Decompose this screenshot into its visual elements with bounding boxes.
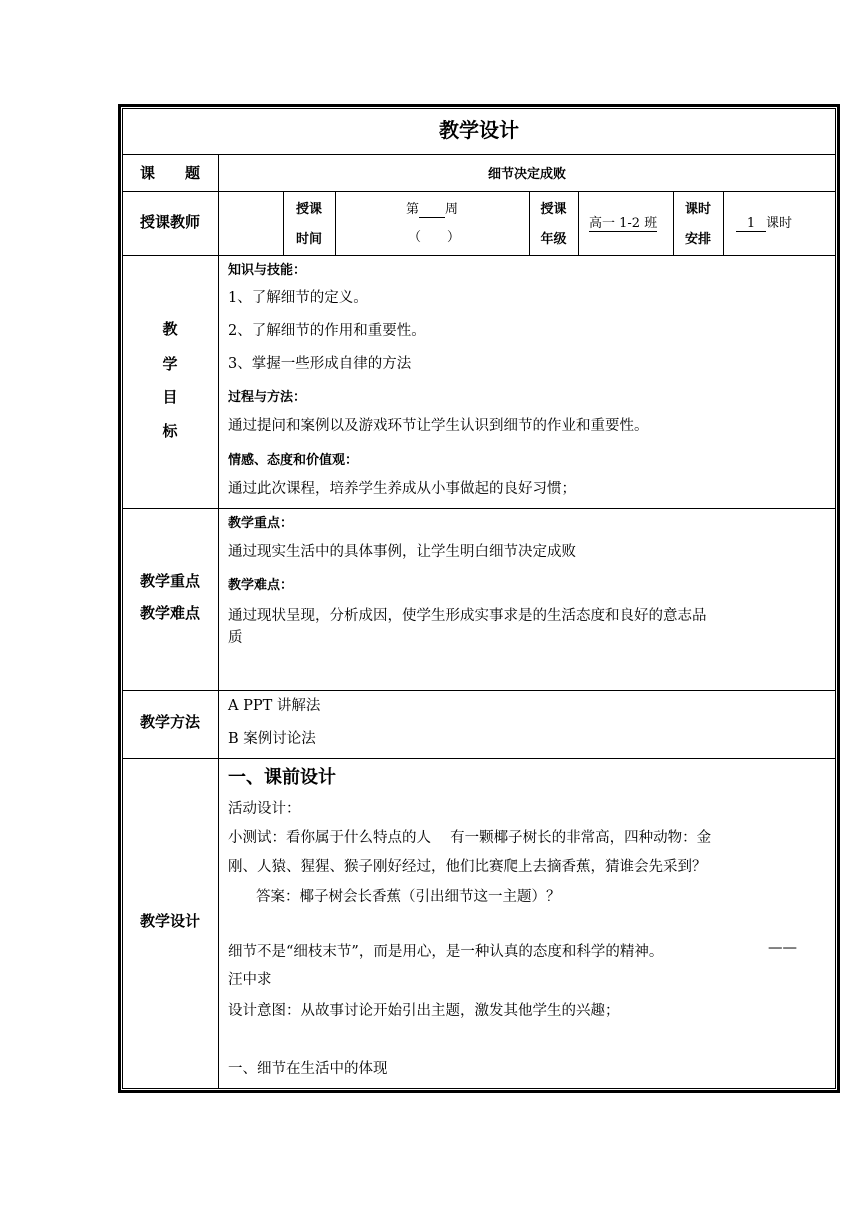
week-field — [406, 198, 458, 218]
topic-label: 课 题 — [139, 164, 200, 182]
objectives-label-char: 目 — [162, 388, 178, 406]
process-text: 通过提问和案例以及游戏环节让学生认识到细节的作业和重要性。 — [228, 418, 649, 434]
grade-value: 高一 1-2 班 — [589, 212, 657, 232]
activity-label: 活动设计： — [228, 801, 301, 817]
row-divider — [122, 255, 836, 256]
process-heading: 过程与方法： — [228, 390, 307, 405]
key-heading: 教学重点： — [228, 516, 294, 531]
row-divider — [122, 154, 836, 155]
schedule-label-line2: 安排 — [684, 232, 711, 247]
grade-label-line2: 年级 — [540, 232, 567, 247]
week-blank — [419, 202, 445, 218]
column-divider — [218, 154, 219, 1089]
difficult-text-line1: 通过现状呈现，分析成因，使学生形成实事求是的生活态度和良好的意志品 — [228, 608, 707, 624]
difficult-text-line2: 质 — [228, 630, 243, 646]
answer-line: 答案：椰子树会长香蕉（引出细节这一主题）？ — [256, 889, 561, 905]
objectives-label-char: 标 — [162, 422, 178, 440]
key-points-label: 教学重点 — [139, 572, 200, 590]
difficult-points-label: 教学难点 — [139, 604, 200, 622]
week-paren: （ ） — [408, 230, 461, 245]
methods-label: 教学方法 — [139, 713, 200, 731]
knowledge-item: 1、了解细节的定义。 — [228, 290, 368, 306]
quote-author: 汪中求 — [228, 972, 272, 988]
row-divider — [122, 508, 836, 509]
intent-line: 设计意图：从故事讨论开始引出主题，激发其他学生的兴趣； — [228, 1003, 620, 1019]
column-divider — [335, 191, 336, 255]
design-label: 教学设计 — [139, 912, 200, 930]
column-divider — [723, 191, 724, 255]
week-suffix: 周 — [445, 202, 459, 217]
section-heading: 一、课前设计 — [228, 767, 336, 788]
row-divider — [122, 191, 836, 192]
quote-dash: —— — [768, 940, 797, 956]
emotion-heading: 情感、态度和价值观： — [228, 453, 359, 468]
quiz-line: 小测试：看你属于什么特点的人 有一颗椰子树长的非常高，四种动物：金 — [228, 830, 712, 846]
objectives-label-char: 学 — [162, 355, 178, 373]
grade-label-line1: 授课 — [540, 202, 567, 217]
objectives-label-char: 教 — [162, 320, 178, 338]
knowledge-heading: 知识与技能： — [228, 263, 307, 278]
schedule-label-line1: 课时 — [684, 202, 711, 217]
key-text: 通过现实生活中的具体事例，让学生明白细节决定成败 — [228, 544, 576, 560]
method-item: A PPT 讲解法 — [228, 698, 321, 714]
schedule-value: 1 课时 — [736, 212, 792, 232]
teacher-label: 授课教师 — [139, 213, 200, 231]
row-divider — [122, 758, 836, 759]
time-label-line2: 时间 — [295, 232, 322, 247]
emotion-text: 通过此次课程，培养学生养成从小事做起的良好习惯； — [228, 481, 576, 497]
week-prefix: 第 — [406, 202, 420, 217]
quiz-line: 刚、人猿、猩猩、猴子刚好经过，他们比赛爬上去摘香蕉，猜谁会先采到？ — [228, 859, 707, 875]
knowledge-item: 2、了解细节的作用和重要性。 — [228, 323, 426, 339]
page-title: 教学设计 — [439, 118, 519, 142]
topic-value: 细节决定成败 — [487, 167, 566, 182]
next-section-heading: 一、细节在生活中的体现 — [228, 1061, 388, 1077]
difficult-heading: 教学难点： — [228, 578, 294, 593]
column-divider — [578, 191, 579, 255]
method-item: B 案例讨论法 — [228, 731, 316, 747]
row-divider — [122, 690, 836, 691]
time-label-line1: 授课 — [295, 202, 322, 217]
quote-line: 细节不是“细枝末节”，而是用心，是一种认真的态度和科学的精神。 — [228, 944, 664, 960]
knowledge-item: 3、掌握一些形成自律的方法 — [228, 356, 412, 372]
